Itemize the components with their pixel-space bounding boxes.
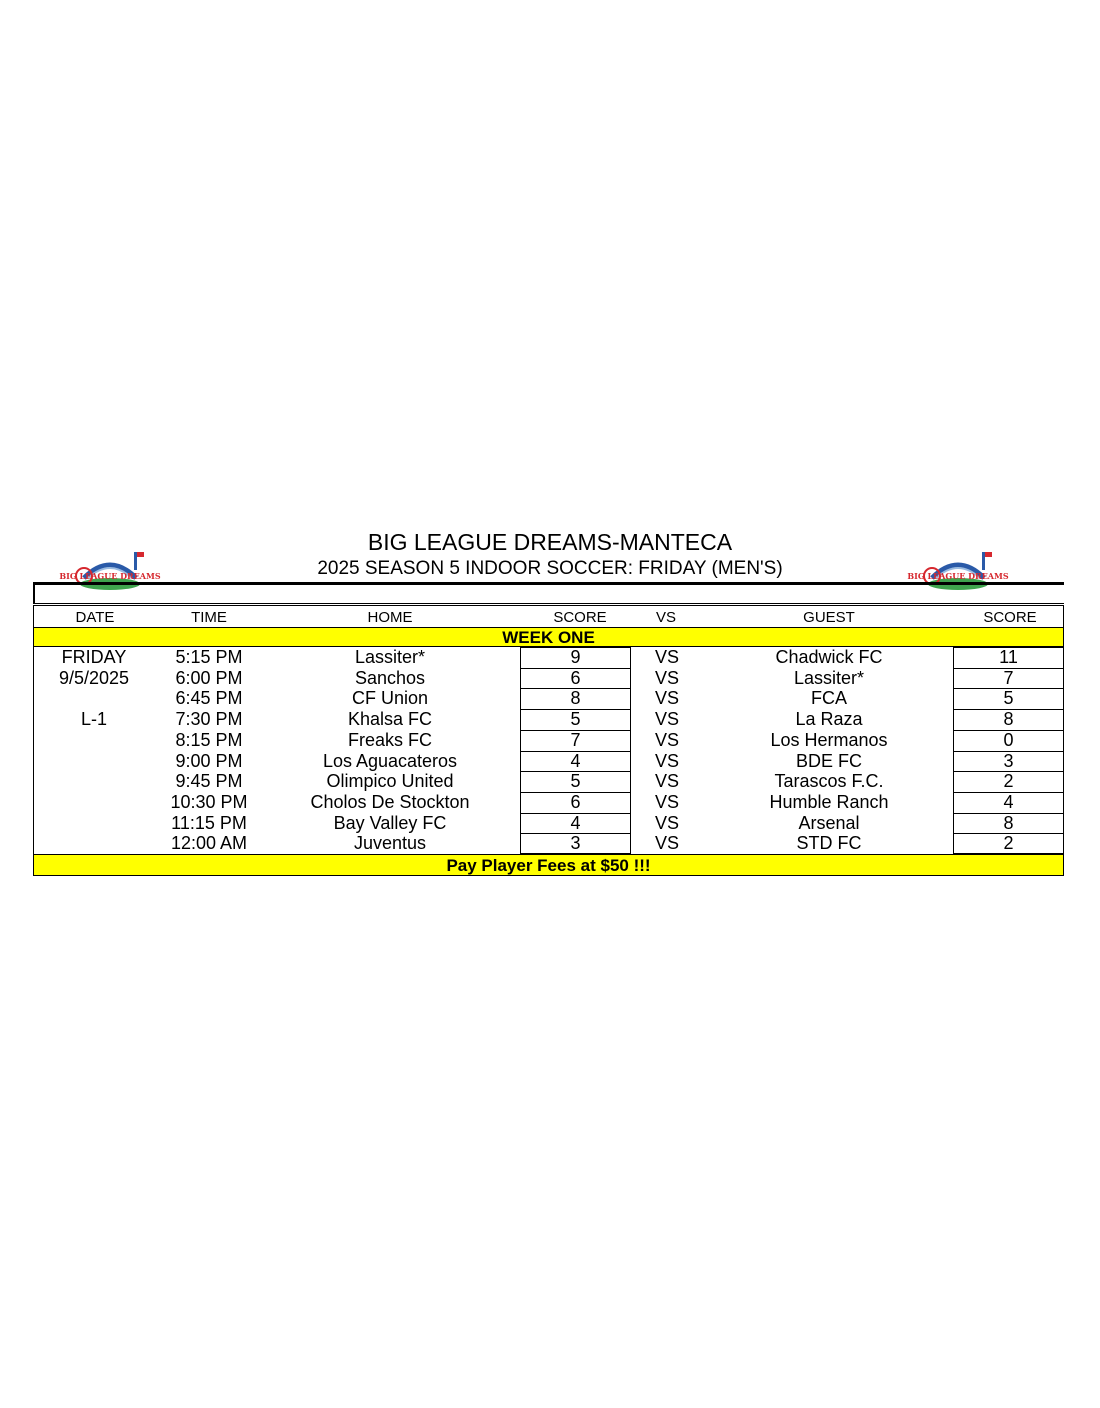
home-team: Bay Valley FC [333, 812, 447, 833]
guest-score: 5 [1003, 688, 1014, 709]
guest-team: Humble Ranch [769, 791, 889, 812]
guest-score: 0 [1003, 729, 1014, 750]
guest-score: 11 [999, 647, 1018, 667]
home-score: 7 [570, 729, 581, 750]
game-time: 6:00 PM [175, 667, 243, 688]
header-bar [33, 582, 1064, 604]
home-score: 8 [570, 688, 581, 709]
game-time: 11:15 PM [171, 812, 247, 833]
guest-score: 4 [1003, 791, 1014, 812]
home-score: 6 [570, 667, 581, 688]
column-header-guest-score: SCORE [983, 609, 1037, 626]
column-header-time: TIME [191, 609, 227, 626]
home-score: 3 [570, 833, 581, 854]
vs-label: VS [654, 729, 679, 750]
vs-label: VS [654, 709, 679, 730]
game-time: 10:30 PM [170, 791, 248, 812]
guest-team: Los Hermanos [770, 729, 888, 750]
date-info-line: FRIDAY [61, 647, 127, 667]
footer-note: Pay Player Fees at $50 !!! [34, 854, 1063, 875]
guest-team: Tarascos F.C. [774, 771, 884, 792]
vs-label: VS [654, 647, 679, 667]
game-time: 9:00 PM [175, 750, 243, 771]
date-info-line: 9/5/2025 [58, 667, 130, 688]
guest-score: 7 [1003, 667, 1014, 688]
guest-team: STD FC [796, 833, 862, 854]
home-score: 4 [570, 812, 581, 833]
date-info-line: L-1 [80, 709, 107, 730]
home-score: 9 [570, 647, 581, 667]
schedule-table [33, 605, 1064, 876]
guest-score: 8 [1003, 812, 1014, 833]
page-title: BIG LEAGUE DREAMS-MANTECA [367, 529, 733, 555]
game-time: 9:45 PM [175, 771, 243, 792]
vs-label: VS [654, 688, 679, 709]
home-team: Olimpico United [326, 771, 454, 792]
home-team: Los Aguacateros [322, 750, 458, 771]
game-time: 5:15 PM [175, 647, 243, 667]
home-team: Freaks FC [347, 729, 432, 750]
vs-label: VS [654, 667, 679, 688]
guest-team: La Raza [795, 709, 863, 730]
vs-label: VS [654, 750, 679, 771]
guest-team: Lassiter* [793, 667, 865, 688]
vs-label: VS [654, 771, 679, 792]
home-team: Sanchos [354, 667, 426, 688]
vs-label: VS [654, 812, 679, 833]
home-score: 5 [570, 709, 581, 730]
home-team: Lassiter* [354, 647, 426, 667]
vs-label: VS [654, 833, 679, 854]
guest-team: BDE FC [795, 750, 862, 771]
column-header-home-score: SCORE [553, 609, 607, 626]
guest-team: Chadwick FC [775, 647, 883, 667]
guest-score: 8 [1003, 709, 1014, 730]
home-team: Cholos De Stockton [310, 791, 470, 812]
page-subtitle: 2025 SEASON 5 INDOOR SOCCER: FRIDAY (MEN'S) [317, 558, 783, 579]
column-header-date: DATE [75, 609, 115, 626]
game-time: 7:30 PM [175, 709, 243, 730]
game-time: 12:00 AM [170, 833, 248, 854]
week-label: WEEK ONE [34, 627, 1063, 647]
logo-text: BIG LEAGUE DREAMS [907, 571, 1009, 581]
logo-text: BIG LEAGUE DREAMS [59, 571, 161, 581]
column-header-home: HOME [367, 609, 413, 626]
guest-score: 3 [1003, 750, 1014, 771]
column-header-vs: VS [655, 609, 676, 626]
vs-label: VS [654, 791, 679, 812]
home-team: Juventus [353, 833, 427, 854]
home-score: 6 [570, 791, 581, 812]
guest-score: 2 [1003, 771, 1014, 792]
home-score: 5 [570, 771, 581, 792]
home-team: Khalsa FC [347, 709, 433, 730]
home-score: 4 [570, 750, 581, 771]
guest-team: FCA [811, 688, 847, 709]
guest-score: 2 [1003, 833, 1014, 854]
game-time: 6:45 PM [175, 688, 243, 709]
column-header-guest: GUEST [803, 609, 855, 626]
guest-team: Arsenal [798, 812, 860, 833]
game-time: 8:15 PM [175, 729, 243, 750]
home-team: CF Union [351, 688, 429, 709]
